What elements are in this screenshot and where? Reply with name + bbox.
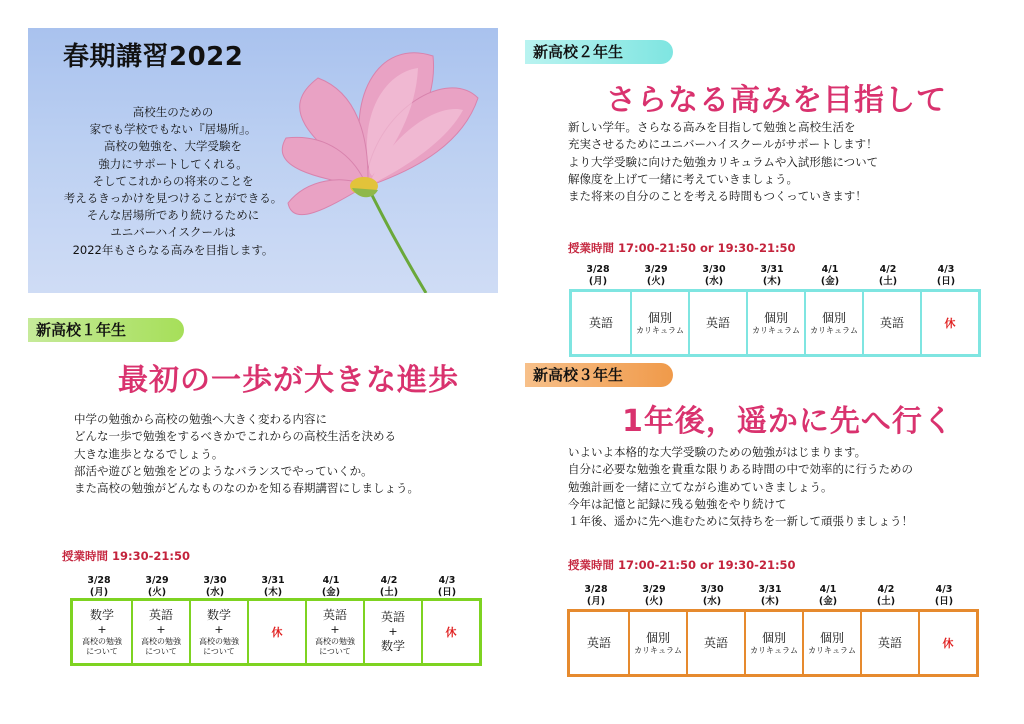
- plus-sign: +: [97, 622, 107, 636]
- day-label: [244, 575, 302, 599]
- schedule-cell: [247, 601, 305, 663]
- description-line: 解像度を上げて一緒に考えていきましょう。: [568, 171, 798, 186]
- rest-day-label: 休: [445, 626, 457, 639]
- day-date: 3/29: [145, 575, 169, 586]
- hero-banner: [28, 28, 498, 293]
- grade1-day-header: [70, 575, 476, 599]
- subject-label: 英語: [380, 610, 405, 624]
- description-line: 充実させるためにユニバーハイスクールがサポートします！: [568, 137, 878, 152]
- description-line: また高校の勉強がどんなものなのかを知る春期講習にしましょう。: [74, 481, 419, 496]
- day-label: [128, 575, 186, 599]
- schedule-cell: [73, 601, 131, 663]
- day-of-week: (土): [379, 587, 399, 598]
- day-label: [801, 264, 859, 288]
- subject-label: 数学: [380, 639, 405, 653]
- day-date: 4/3: [438, 575, 456, 586]
- subject-label: 英語: [703, 635, 728, 650]
- day-label: [186, 575, 244, 599]
- hero-line: 家でも学校でもない『居場所』。: [89, 122, 257, 137]
- day-of-week: (月): [89, 587, 109, 598]
- hero-line: ユニバーハイスクールは: [110, 225, 236, 240]
- day-label: [799, 584, 857, 608]
- schedule-cell: [628, 612, 686, 674]
- subject-note: 高校の勉強: [141, 636, 181, 646]
- grade3-day-header: [567, 584, 973, 608]
- plus-sign: +: [214, 622, 224, 636]
- description-line: いよいよ本格的な大学受験のための勉強がはじまります。: [568, 445, 867, 459]
- grade1-tag: 新高校１年生: [28, 318, 184, 342]
- day-of-week: (火): [147, 587, 167, 598]
- schedule-cell: [131, 601, 189, 663]
- plus-sign: +: [330, 622, 340, 636]
- subject-label: 英語: [879, 315, 904, 330]
- schedule-cell: [363, 601, 421, 663]
- day-date: 4/2: [380, 575, 398, 586]
- day-label: [743, 264, 801, 288]
- day-label: [567, 584, 625, 608]
- schedule-cell: [862, 292, 920, 354]
- day-label: [627, 264, 685, 288]
- subject-label: 英語: [322, 607, 347, 622]
- day-of-week: (土): [878, 276, 898, 287]
- hero-line: そしてこれからの将来のことを: [92, 173, 254, 188]
- day-label: [857, 584, 915, 608]
- description-line: また将来の自分のことを考える時間もつくっていきます！: [568, 189, 867, 204]
- day-of-week: (水): [704, 276, 724, 287]
- day-date: 3/30: [700, 584, 724, 595]
- day-label: [625, 584, 683, 608]
- schedule-cell: [189, 601, 247, 663]
- subject-label: 個別: [761, 630, 786, 645]
- day-date: 3/31: [760, 264, 784, 275]
- subject-label: 数学: [206, 607, 231, 622]
- grade2-description: [568, 119, 878, 205]
- subject-note: カリキュラム: [636, 325, 684, 335]
- rest-day-label: 休: [942, 637, 954, 650]
- grade2-schedule-table: [569, 289, 981, 357]
- subject-note: 高校の勉強: [82, 636, 122, 646]
- subject-note: について: [319, 646, 351, 656]
- subject-note: カリキュラム: [808, 645, 856, 655]
- grade2-tag: 新高校２年生: [525, 40, 673, 64]
- schedule-cell: [860, 612, 918, 674]
- day-of-week: (火): [644, 596, 664, 607]
- day-date: 4/2: [879, 264, 897, 275]
- grade2-day-header: [569, 264, 975, 288]
- day-date: 3/28: [584, 584, 608, 595]
- day-of-week: (木): [760, 596, 780, 607]
- day-date: 3/30: [702, 264, 726, 275]
- schedule-cell: [920, 292, 978, 354]
- schedule-cell: [744, 612, 802, 674]
- schedule-cell: [305, 601, 363, 663]
- subject-note: カリキュラム: [752, 325, 800, 335]
- grade1-description: [74, 411, 419, 497]
- day-of-week: (日): [437, 587, 457, 598]
- subject-label: 英語: [586, 635, 611, 650]
- subject-note: 高校の勉強: [199, 636, 239, 646]
- day-label: [70, 575, 128, 599]
- hero-title: 春期講習2022: [63, 42, 244, 72]
- day-date: 4/1: [821, 264, 839, 275]
- day-of-week: (水): [702, 596, 722, 607]
- day-date: 4/1: [819, 584, 837, 595]
- hero-line: 2022年もさらなる高みを目指します。: [72, 242, 274, 257]
- day-of-week: (金): [321, 587, 341, 598]
- subject-label: 英語: [705, 315, 730, 330]
- day-label: [741, 584, 799, 608]
- schedule-cell: [421, 601, 479, 663]
- day-date: 3/30: [203, 575, 227, 586]
- grade1-class-time: 授業時間 19:30-21:50: [62, 549, 190, 563]
- day-of-week: (木): [762, 276, 782, 287]
- day-date: 3/28: [87, 575, 111, 586]
- schedule-cell: [688, 292, 746, 354]
- day-label: [302, 575, 360, 599]
- day-of-week: (金): [820, 276, 840, 287]
- hero-line: 高校の勉強を、大学受験を: [104, 139, 242, 154]
- day-of-week: (月): [586, 596, 606, 607]
- subject-note: カリキュラム: [634, 645, 682, 655]
- day-date: 4/1: [322, 575, 340, 586]
- day-date: 3/31: [758, 584, 782, 595]
- rest-day-label: 休: [944, 317, 956, 330]
- schedule-cell: [572, 292, 630, 354]
- day-label: [917, 264, 975, 288]
- grade1-schedule-table: [70, 598, 482, 666]
- day-label: [418, 575, 476, 599]
- description-line: 中学の勉強から高校の勉強へ大きく変わる内容に: [74, 412, 327, 426]
- day-label: [569, 264, 627, 288]
- day-of-week: (木): [263, 587, 283, 598]
- day-date: 3/29: [642, 584, 666, 595]
- schedule-cell: [802, 612, 860, 674]
- subject-label: 英語: [588, 315, 613, 330]
- subject-note: 高校の勉強: [315, 636, 355, 646]
- description-line: 自分に必要な勉強を貴重な限りある時間の中で効率的に行うための: [568, 462, 913, 477]
- grade3-class-time: 授業時間 17:00-21:50 or 19:30-21:50: [568, 558, 796, 572]
- rest-day-label: 休: [271, 626, 283, 639]
- grade1-headline: 最初の一歩が大きな進歩: [118, 363, 459, 398]
- hero-line: そんな居場所であり続けるために: [86, 208, 260, 223]
- subject-label: 英語: [148, 607, 173, 622]
- subject-label: 個別: [819, 630, 844, 645]
- grade2-headline: さらなる高みを目指して: [606, 83, 947, 118]
- day-label: [683, 584, 741, 608]
- hero-intro-text: [28, 104, 318, 259]
- schedule-cell: [570, 612, 628, 674]
- grade3-tag: 新高校３年生: [525, 363, 673, 387]
- day-of-week: (火): [646, 276, 666, 287]
- day-date: 3/31: [261, 575, 285, 586]
- day-label: [915, 584, 973, 608]
- grade2-class-time: 授業時間 17:00-21:50 or 19:30-21:50: [568, 241, 796, 255]
- description-line: 大きな進歩となるでしょう。: [74, 446, 224, 461]
- subject-label: 英語: [877, 635, 902, 650]
- hero-line: 強力にサポートしてくれる。: [98, 156, 248, 171]
- description-line: １年後、遥かに先へ進むために気持ちを一新して頑張りましょう！: [568, 514, 913, 529]
- schedule-cell: [630, 292, 688, 354]
- day-of-week: (土): [876, 596, 896, 607]
- day-of-week: (日): [934, 596, 954, 607]
- description-line: 新しい学年。さらなる高みを目指して勉強と高校生活を: [568, 120, 856, 134]
- description-line: 部活や遊びと勉強をどのようなバランスでやっていくか。: [74, 463, 373, 478]
- schedule-cell: [746, 292, 804, 354]
- description-line: 今年は記憶と記録に残る勉強をやり続けて: [568, 496, 787, 511]
- day-label: [685, 264, 743, 288]
- grade3-schedule-table: [567, 609, 979, 677]
- subject-label: 個別: [647, 310, 672, 325]
- description-line: より大学受験に向けた勉強カリキュラムや入試形態について: [568, 154, 879, 169]
- day-date: 4/3: [935, 584, 953, 595]
- day-label: [859, 264, 917, 288]
- grade3-headline: 1年後，遥かに先へ行く: [622, 404, 954, 439]
- plus-sign: +: [388, 625, 398, 638]
- day-date: 3/28: [586, 264, 610, 275]
- day-date: 4/3: [937, 264, 955, 275]
- grade3-description: [568, 444, 913, 530]
- subject-note: カリキュラム: [810, 325, 858, 335]
- day-of-week: (金): [818, 596, 838, 607]
- hero-line: 考えるきっかけを見つけることができる。: [63, 191, 283, 206]
- subject-note: カリキュラム: [750, 645, 798, 655]
- subject-note: について: [203, 646, 235, 656]
- hero-line: 高校生のための: [132, 105, 214, 119]
- description-line: 勉強計画を一緒に立てながら進めていきましょう。: [568, 479, 833, 494]
- day-label: [360, 575, 418, 599]
- day-of-week: (月): [588, 276, 608, 287]
- plus-sign: +: [156, 622, 166, 636]
- subject-note: について: [86, 646, 118, 656]
- subject-label: 数学: [89, 607, 114, 622]
- subject-label: 個別: [645, 630, 670, 645]
- day-date: 3/29: [644, 264, 668, 275]
- subject-note: について: [145, 646, 177, 656]
- day-of-week: (日): [936, 276, 956, 287]
- description-line: どんな一歩で勉強をするべきかでこれからの高校生活を決める: [74, 429, 396, 444]
- schedule-cell: [804, 292, 862, 354]
- schedule-cell: [918, 612, 976, 674]
- subject-label: 個別: [821, 310, 846, 325]
- schedule-cell: [686, 612, 744, 674]
- subject-label: 個別: [763, 310, 788, 325]
- day-date: 4/2: [877, 584, 895, 595]
- day-of-week: (水): [205, 587, 225, 598]
